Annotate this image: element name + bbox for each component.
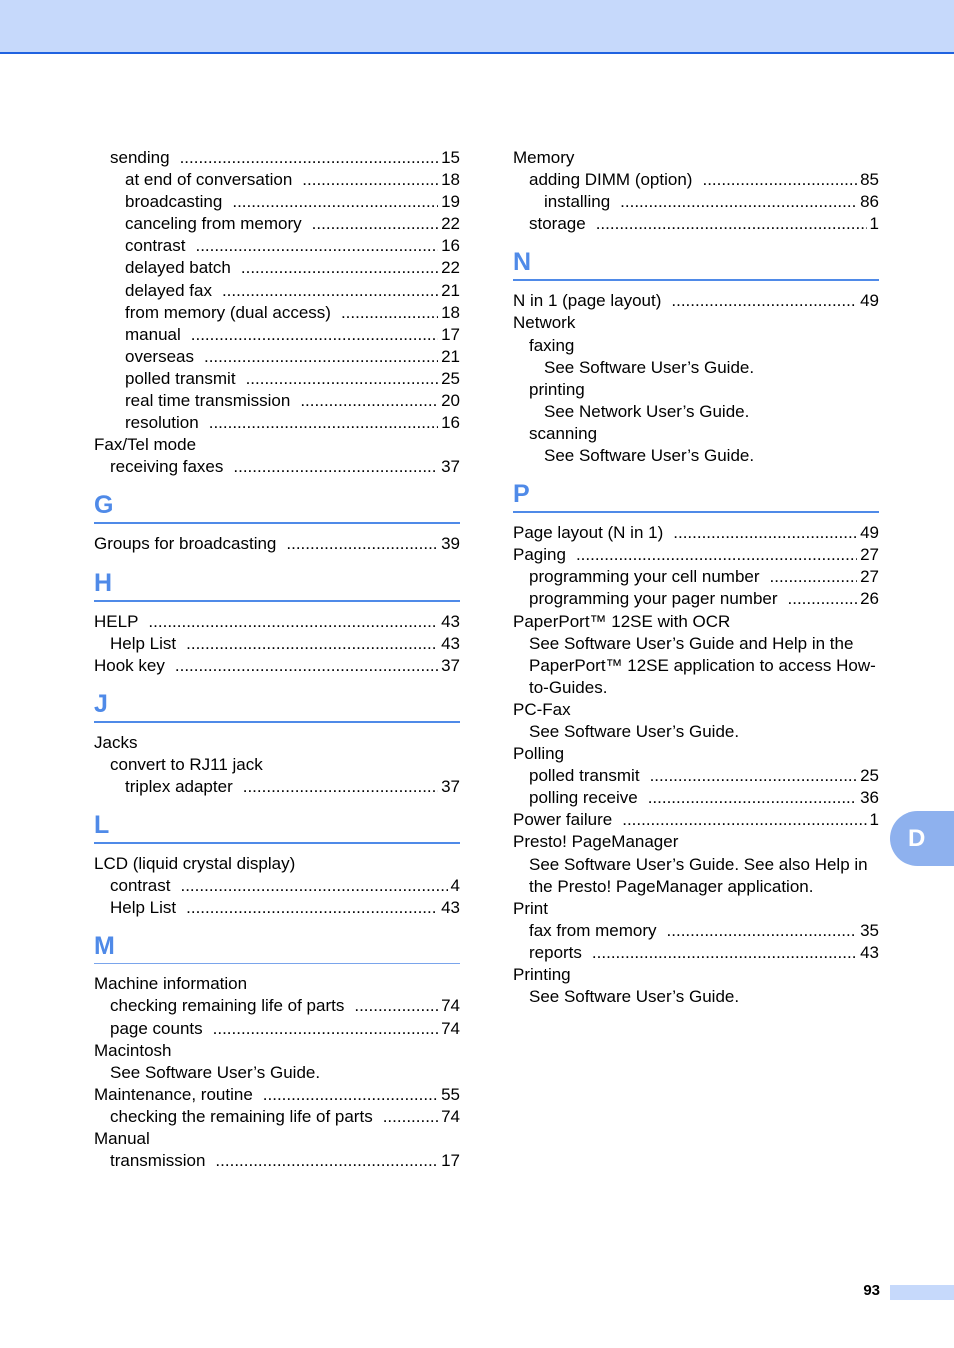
index-term: Polling [513, 744, 565, 764]
index-entry [94, 412, 460, 434]
index-entry [513, 401, 879, 423]
index-term: Memory [513, 148, 575, 167]
index-entry [94, 235, 460, 257]
index-term: Presto! PageManager [513, 832, 679, 852]
index-term: Help List [110, 633, 177, 653]
dot-leader [180, 147, 439, 169]
dot-leader [671, 290, 857, 312]
dot-leader [233, 456, 438, 478]
index-term: PC-Fax [513, 699, 571, 719]
index-entry [94, 346, 460, 368]
index-term: installing [544, 192, 611, 212]
dot-leader [186, 633, 438, 655]
index-entry [94, 655, 460, 677]
index-page-ref: 36 [860, 788, 879, 808]
index-page-ref: 17 [441, 1151, 460, 1171]
section-heading-p: P [513, 467, 879, 513]
index-entry [94, 897, 460, 919]
index-entry [513, 379, 879, 401]
index-entry [513, 191, 879, 213]
index-entry [94, 973, 460, 995]
dot-leader [667, 920, 858, 942]
index-term: page counts [110, 1018, 203, 1038]
index-page-ref: 18 [441, 302, 460, 322]
index-entry [94, 853, 460, 875]
dot-leader [648, 787, 857, 809]
index-term: Jacks [94, 732, 138, 752]
dot-leader [204, 346, 438, 368]
index-entry [513, 544, 879, 566]
index-entry [94, 1018, 460, 1040]
index-entry [513, 699, 879, 721]
index-term: canceling from memory [125, 214, 302, 234]
index-entry [513, 765, 879, 787]
index-entry [513, 809, 879, 831]
dot-leader [175, 655, 438, 677]
index-entry [513, 312, 879, 334]
index-term: checking remaining life of parts [110, 996, 345, 1016]
index-term: programming your pager number [529, 589, 778, 609]
index-term: receiving faxes [110, 457, 224, 477]
index-term: polling receive [529, 788, 638, 808]
dot-leader [341, 302, 438, 324]
index-term: overseas [125, 346, 194, 366]
index-entry [94, 1040, 460, 1062]
index-page-ref: 15 [441, 148, 460, 167]
index-term: Power failure [513, 810, 613, 830]
index-entry [513, 787, 879, 809]
index-entry [94, 776, 460, 798]
dot-leader [770, 566, 858, 588]
header-band [0, 0, 954, 54]
index-term: broadcasting [125, 192, 223, 212]
index-term: Groups for broadcasting [94, 534, 277, 554]
index-entry [513, 522, 879, 544]
index-entry [94, 257, 460, 279]
chapter-tab: D [890, 811, 954, 866]
index-term: faxing [529, 335, 575, 355]
index-entry [94, 1106, 460, 1128]
dot-leader [788, 588, 858, 610]
dot-leader [673, 522, 857, 544]
index-page-ref: 27 [860, 567, 879, 587]
index-term: fax from memory [529, 920, 657, 940]
index-page-ref: 43 [441, 611, 460, 631]
dot-leader [209, 412, 438, 434]
index-entry [513, 213, 879, 235]
index-term: See Software User’s Guide. [544, 357, 755, 377]
dot-leader [246, 368, 439, 390]
index-page-ref: 26 [860, 589, 879, 609]
index-entry [94, 280, 460, 302]
dot-leader [650, 765, 858, 787]
index-term: Help List [110, 898, 177, 918]
index-term: printing [529, 379, 585, 399]
index-term: See Software User’s Guide. [110, 1062, 321, 1082]
index-entry [94, 1128, 460, 1150]
index-page-ref: 39 [441, 534, 460, 554]
index-term: Fax/Tel mode [94, 435, 197, 455]
index-term: manual [125, 324, 181, 344]
index-column-left [94, 147, 460, 1172]
index-page-ref: 43 [441, 633, 460, 653]
index-term: N in 1 (page layout) [513, 291, 662, 311]
index-entry [513, 920, 879, 942]
index-entry [94, 611, 460, 633]
index-entry [94, 147, 460, 169]
index-term: from memory (dual access) [125, 302, 331, 322]
index-term: Machine information [94, 974, 248, 994]
index-page-ref: 20 [441, 391, 460, 411]
index-entry [94, 390, 460, 412]
index-page-ref: 1 [869, 214, 879, 234]
index-term: polled transmit [529, 766, 640, 786]
dot-leader [243, 776, 438, 798]
index-page-ref: 37 [441, 457, 460, 477]
index-entry [513, 357, 879, 379]
index-page-ref: 21 [441, 280, 460, 300]
index-term: Print [513, 898, 548, 918]
index-term: Page layout (N in 1) [513, 523, 664, 543]
index-entry [94, 533, 460, 555]
index-page-ref: 85 [860, 170, 879, 190]
index-term: Printing [513, 965, 571, 984]
index-entry [94, 995, 460, 1017]
index-entry [513, 743, 879, 765]
index-entry [513, 445, 879, 467]
dot-leader [576, 544, 857, 566]
index-entry [513, 611, 879, 633]
page-number: 93 [863, 1282, 880, 1299]
index-page-ref: 27 [860, 545, 879, 565]
section-heading-n: N [513, 235, 879, 281]
index-page-ref: 4 [450, 876, 460, 896]
index-entry [94, 1062, 460, 1084]
dot-leader [148, 611, 438, 633]
index-term: PaperPort™ 12SE with OCR [513, 611, 731, 631]
index-entry [94, 875, 460, 897]
index-term: adding DIMM (option) [529, 170, 693, 190]
index-page-ref: 17 [441, 324, 460, 344]
dot-leader [302, 169, 438, 191]
dot-leader [180, 875, 447, 897]
dot-leader [241, 257, 438, 279]
index-term: contrast [125, 236, 186, 256]
index-page-ref: 22 [441, 214, 460, 234]
index-entry [94, 213, 460, 235]
index-page-ref: 19 [441, 192, 460, 212]
index-entry [513, 588, 879, 610]
index-term: convert to RJ11 jack [110, 754, 263, 774]
index-page-ref: 21 [441, 346, 460, 366]
index-term: Paging [513, 545, 566, 565]
index-term: transmission [110, 1151, 206, 1171]
dot-leader [215, 1150, 438, 1172]
index-entry [94, 191, 460, 213]
index-term: sending [110, 148, 170, 167]
index-term: See Software User’s Guide. [529, 987, 740, 1007]
index-entry [94, 302, 460, 324]
index-page-ref: 74 [441, 996, 460, 1016]
dot-leader [592, 942, 857, 964]
dot-leader [596, 213, 867, 235]
index-term: See Network User’s Guide. [544, 401, 750, 421]
index-term: delayed batch [125, 258, 231, 278]
index-term: Hook key [94, 655, 165, 675]
dot-leader [312, 213, 438, 235]
index-term: reports [529, 942, 582, 962]
index-entry [94, 633, 460, 655]
index-page-ref: 18 [441, 170, 460, 190]
index-term: LCD (liquid crystal display) [94, 854, 296, 874]
index-entry [94, 1084, 460, 1106]
index-page-ref: 25 [441, 368, 460, 388]
dot-leader [620, 191, 857, 213]
index-term: scanning [529, 423, 598, 443]
index-entry [94, 169, 460, 191]
index-entry [94, 732, 460, 754]
index-term: Network [513, 313, 576, 333]
index-page-ref: 74 [441, 1018, 460, 1038]
section-heading-h: H [94, 556, 460, 602]
index-page-ref: 16 [441, 413, 460, 433]
dot-leader [702, 169, 857, 191]
index-term: polled transmit [125, 368, 236, 388]
index-entry [94, 368, 460, 390]
index-page-ref: 35 [860, 920, 879, 940]
index-page-ref: 37 [441, 776, 460, 796]
index-term: triplex adapter [125, 776, 233, 796]
dot-leader [383, 1106, 438, 1128]
index-entry [513, 986, 879, 1008]
index-term: delayed fax [125, 280, 212, 300]
index-term: Macintosh [94, 1040, 172, 1060]
index-entry [513, 335, 879, 357]
index-column-right [513, 147, 879, 1008]
dot-leader [195, 235, 438, 257]
index-term: HELP [94, 611, 139, 631]
index-entry [513, 898, 879, 920]
dot-leader [622, 809, 866, 831]
footer-bar [890, 1285, 954, 1300]
index-page-ref: 37 [441, 655, 460, 675]
index-entry [513, 633, 879, 699]
dot-leader [354, 995, 438, 1017]
index-page-ref: 43 [860, 942, 879, 962]
index-page-ref: 25 [860, 766, 879, 786]
index-entry [513, 566, 879, 588]
section-heading-m: M [94, 919, 460, 964]
index-page-ref: 74 [441, 1106, 460, 1126]
index-entry [513, 942, 879, 964]
index-term: contrast [110, 876, 171, 896]
index-entry [513, 290, 879, 312]
index-page-ref: 1 [869, 810, 879, 830]
index-page-ref: 49 [860, 523, 879, 543]
dot-leader [286, 533, 438, 555]
index-page-ref: 86 [860, 192, 879, 212]
dot-leader [191, 324, 438, 346]
index-entry [94, 754, 460, 776]
index-term: resolution [125, 413, 199, 433]
index-entry [94, 324, 460, 346]
section-heading-g: G [94, 478, 460, 524]
section-heading-j: J [94, 677, 460, 723]
index-page-ref: 43 [441, 898, 460, 918]
index-page-ref: 49 [860, 291, 879, 311]
index-entry [513, 147, 879, 169]
index-page-ref: 16 [441, 236, 460, 256]
index-entry [513, 964, 879, 986]
index-term: See Software User’s Guide and Help in the PaperPort™ 12SE application to access How-to-Guides. [529, 633, 876, 697]
index-entry [513, 169, 879, 191]
index-entry [513, 854, 879, 898]
index-entry [94, 456, 460, 478]
index-entry [513, 831, 879, 853]
index-term: checking the remaining life of parts [110, 1106, 373, 1126]
dot-leader [213, 1018, 438, 1040]
index-term: Maintenance, routine [94, 1084, 253, 1104]
dot-leader [222, 280, 438, 302]
index-term: programming your cell number [529, 567, 760, 587]
index-term: at end of conversation [125, 170, 293, 190]
index-entry [94, 434, 460, 456]
dot-leader [186, 897, 438, 919]
dot-leader [263, 1084, 438, 1106]
index-entry [513, 721, 879, 743]
index-page-ref: 22 [441, 258, 460, 278]
index-term: See Software User’s Guide. See also Help in the Presto! PageManager application. [529, 854, 868, 896]
dot-leader [300, 390, 438, 412]
index-term: Manual [94, 1129, 150, 1148]
section-heading-l: L [94, 798, 460, 844]
index-term: See Software User’s Guide. [529, 721, 740, 741]
index-term: See Software User’s Guide. [544, 446, 755, 466]
dot-leader [232, 191, 438, 213]
index-term: storage [529, 214, 586, 234]
index-entry [513, 423, 879, 445]
index-page-ref: 55 [441, 1084, 460, 1104]
index-term: real time transmission [125, 391, 291, 411]
index-entry [94, 1150, 460, 1172]
